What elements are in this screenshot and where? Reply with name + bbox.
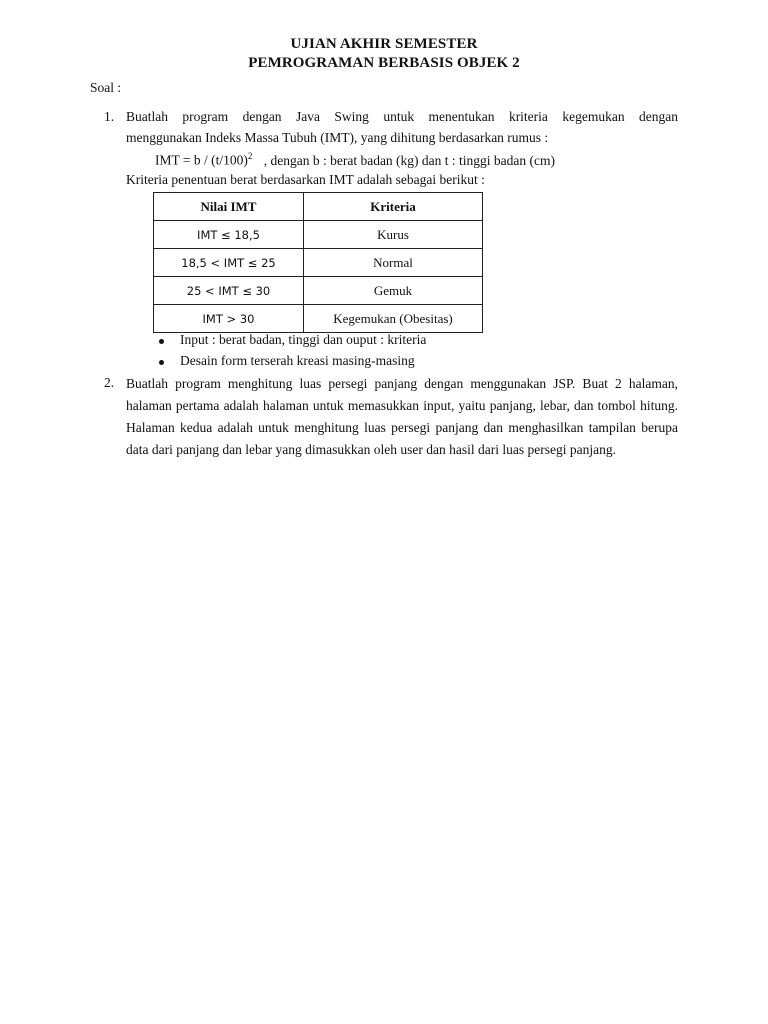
question-2-number: 2. xyxy=(104,375,115,390)
question-1-number: 1. xyxy=(104,109,115,124)
criteria-intro: Kriteria penentuan berat berdasarkan IMT adalah sebagai berikut : xyxy=(126,172,485,187)
exam-title: UJIAN AKHIR SEMESTER xyxy=(290,36,478,52)
column-header-kriteria: Kriteria xyxy=(304,193,483,221)
question-2-text: Buatlah program menghitung luas persegi panjang dengan menggunakan JSP. Buat 2 halaman, halaman pertama adalah halaman untuk memasukkan input, yaitu panjang, lebar, dan tombol hitung. Halaman kedua adalah untuk menghitung luas persegi panjang dan menghasilkan tampilan berupa data dari panjang dan lebar yang dimasukkan oleh user dan hasil dari luas persegi panjang. xyxy=(126,376,678,457)
question-1-word: menentukan xyxy=(428,109,495,124)
question-1-word: dengan xyxy=(639,109,678,124)
table-row xyxy=(154,277,483,305)
question-1-word: program xyxy=(182,109,229,124)
question-1-word: Buatlah xyxy=(126,109,168,124)
question-1-word: kriteria xyxy=(508,109,548,124)
table-cell-kriteria: Normal xyxy=(304,249,483,277)
bullet-item-design: Desain form terserah kreasi masing-masing xyxy=(180,353,415,368)
formula-exponent: 2 xyxy=(247,151,253,161)
imt-criteria-table xyxy=(153,192,483,333)
bullet-dot-icon xyxy=(159,339,164,344)
table-cell-kriteria: Kegemukan (Obesitas) xyxy=(304,305,483,333)
course-title: PEMROGRAMAN BERBASIS OBJEK 2 xyxy=(248,55,520,71)
imt-formula xyxy=(155,151,555,169)
question-1-line-2: menggunakan Indeks Massa Tubuh (IMT), yang dihitung berdasarkan rumus : xyxy=(126,130,549,145)
question-1-word: Swing xyxy=(334,109,369,124)
question-1-word: dengan xyxy=(242,109,282,124)
soal-label: Soal : xyxy=(90,80,122,95)
table-cell-nilai: 25 < IMT ≤ 30 xyxy=(154,277,304,305)
formula-definition: , dengan b : berat badan (kg) dan t : tinggi badan (cm) xyxy=(263,152,556,168)
table-cell-nilai: IMT > 30 xyxy=(154,305,304,333)
table-cell-nilai: 18,5 < IMT ≤ 25 xyxy=(154,249,304,277)
table-row xyxy=(154,221,483,249)
table-row xyxy=(154,305,483,333)
bullet-dot-icon xyxy=(159,360,164,365)
bullet-item-io: Input : berat badan, tinggi dan ouput : kriteria xyxy=(180,332,427,347)
table-cell-nilai: IMT ≤ 18,5 xyxy=(154,221,304,249)
question-1-word: untuk xyxy=(383,109,415,124)
formula-left: IMT = b / (t/100) xyxy=(155,152,248,168)
question-1-line-1 xyxy=(126,109,678,125)
table-header-row xyxy=(154,193,483,221)
column-header-nilai-imt: Nilai IMT xyxy=(154,193,304,221)
table-cell-kriteria: Gemuk xyxy=(304,277,483,305)
question-1-word: Java xyxy=(295,109,320,124)
question-1-word: kegemukan xyxy=(562,109,625,124)
table-row xyxy=(154,249,483,277)
table-cell-kriteria: Kurus xyxy=(304,221,483,249)
